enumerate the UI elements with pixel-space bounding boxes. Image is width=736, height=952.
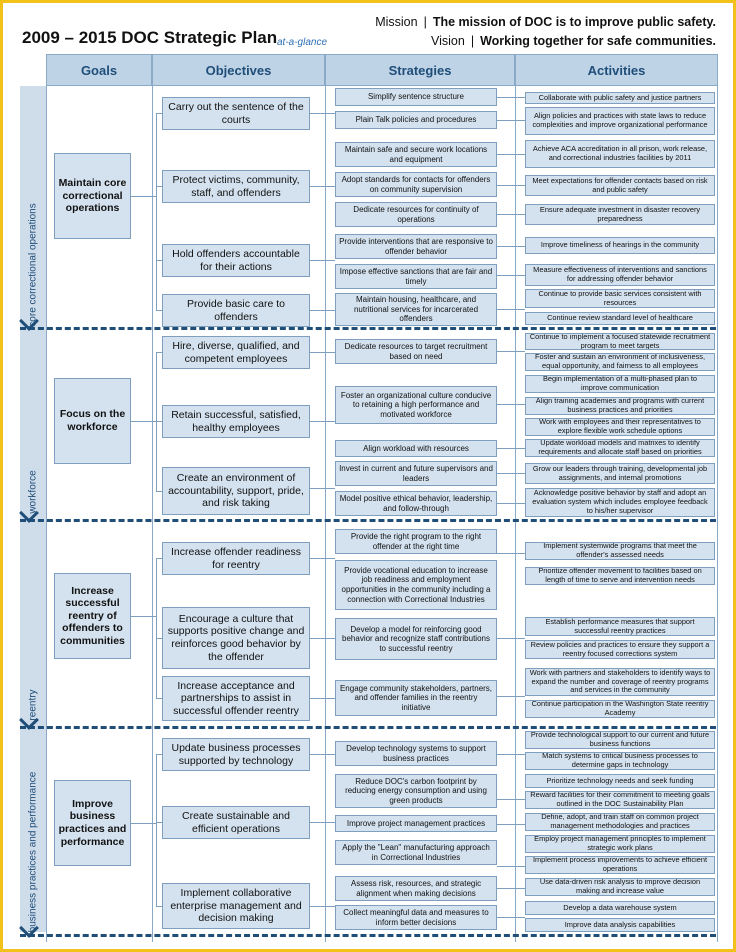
connector-line xyxy=(497,246,525,247)
strategy-item: Develop a model for reinforcing good behavior and recognize staff contributions to successful reentry xyxy=(335,618,497,660)
strategy-item: Reduce DOC's carbon footprint by reducing energy consumption and using green products xyxy=(335,774,497,808)
strategy-item: Align workload with resources xyxy=(335,440,497,457)
vision-label: Vision xyxy=(431,34,465,48)
activity-item: Continue to implement a focused statewide recruitment program to meet targets xyxy=(525,333,715,350)
connector-line xyxy=(497,404,525,405)
connector-line xyxy=(156,186,162,187)
connector-line xyxy=(156,698,162,699)
connector-line xyxy=(497,275,525,276)
objective-item: Protect victims, community, staff, and offenders xyxy=(162,170,310,203)
activity-item: Implement systemwide programs that meet the offender's assessed needs xyxy=(525,542,715,560)
strategy-item: Dedicate resources to target recruitment based on need xyxy=(335,339,497,364)
section-label-core-operations: core correctional operations xyxy=(27,203,39,327)
connector-line xyxy=(131,421,156,422)
connector-line xyxy=(497,553,525,554)
column-divider xyxy=(152,54,153,942)
activity-item: Continue to provide basic services consistent with resources xyxy=(525,289,715,308)
connector-line xyxy=(497,309,525,310)
activity-item: Work with partners and stakeholders to identify ways to expand the number and coverage of reentry programs and services in the community xyxy=(525,668,715,696)
strategy-item: Simplify sentence structure xyxy=(335,88,497,106)
page-subtitle: at-a-glance xyxy=(277,37,328,48)
strategy-item: Impose effective sanctions that are fair and timely xyxy=(335,264,497,289)
column-divider xyxy=(325,54,326,942)
connector-line xyxy=(156,113,157,310)
strategy-item: Maintain safe and secure work locations and equipment xyxy=(335,142,497,167)
activity-item: Prioritize offender movement to facilities based on length of time to serve and intervention needs xyxy=(525,567,715,585)
activity-item: Achieve ACA accreditation in all prison, work release, and correctional industries facilities by 2011 xyxy=(525,140,715,168)
mission-label: Mission xyxy=(375,15,418,29)
activity-item: Improve timeliness of hearings in the community xyxy=(525,237,715,254)
section-divider xyxy=(20,726,716,729)
connector-line xyxy=(310,421,335,422)
connector-line xyxy=(156,754,157,906)
connector-line xyxy=(310,698,335,699)
strategy-item: Provide vocational education to increase job readiness and employment opportunities in the community including a connection with Correctional Industries xyxy=(335,560,497,610)
strategy-item: Improve project management practices xyxy=(335,815,497,832)
strategy-item: Invest in current and future supervisors and leaders xyxy=(335,461,497,486)
activity-item: Continue participation in the Washington State reentry Academy xyxy=(525,700,715,718)
connector-line xyxy=(497,866,525,867)
activity-item: Work with employees and their representatives to explore flexible work schedule options xyxy=(525,418,715,436)
activity-item: Reward facilities for their commitment to meeting goals outlined in the DOC Sustainability Plan xyxy=(525,791,715,809)
activity-item: Meet expectations for offender contacts based on risk and public safety xyxy=(525,175,715,196)
activity-item: Develop a data warehouse system xyxy=(525,901,715,915)
connector-line xyxy=(156,558,157,698)
column-divider xyxy=(717,54,718,942)
objective-item: Hire, diverse, qualified, and competent employees xyxy=(162,336,310,369)
section-divider xyxy=(20,519,716,522)
activity-item: Acknowledge positive behavior by staff and adopt an evaluation system which includes employee feedback to his/her supervisor xyxy=(525,488,715,517)
objective-item: Retain successful, satisfied, healthy employees xyxy=(162,405,310,438)
connector-line xyxy=(497,351,525,352)
goal-improve-business-practices: Improve business practices and performance xyxy=(54,780,131,866)
objective-item: Create sustainable and efficient operations xyxy=(162,806,310,839)
connector-line xyxy=(156,310,162,311)
connector-line xyxy=(156,491,162,492)
activity-item: Define, adopt, and train staff on common project management methodologies and practices xyxy=(525,813,715,831)
vision-separator: | xyxy=(470,34,475,48)
connector-line xyxy=(310,754,335,755)
connector-line xyxy=(497,97,525,98)
strategy-item: Model positive ethical behavior, leadership, and follow-through xyxy=(335,491,497,516)
mission-text: The mission of DOC is to improve public safety. xyxy=(432,15,716,29)
activity-item: Align policies and practices with state laws to reduce complexities and improve organizational performance xyxy=(525,107,715,135)
goal-increase-reentry: Increase successful reentry of offenders to communities xyxy=(54,573,131,659)
connector-line xyxy=(497,888,525,889)
connector-line xyxy=(156,113,162,114)
mission-separator: | xyxy=(423,15,427,29)
strategy-item: Assess risk, resources, and strategic alignment when making decisions xyxy=(335,876,497,901)
column-header-objectives: Objectives xyxy=(152,54,325,86)
strategy-item: Provide interventions that are responsive to offender behavior xyxy=(335,234,497,259)
objective-item: Increase offender readiness for reentry xyxy=(162,542,310,575)
section-label-reentry: reentry xyxy=(27,689,39,721)
connector-line xyxy=(497,754,525,755)
connector-line xyxy=(310,310,335,311)
connector-line xyxy=(156,558,162,559)
connector-line xyxy=(310,822,335,823)
activity-item: Establish performance measures that support successful reentry practices xyxy=(525,617,715,636)
activity-item: Ensure adequate investment in disaster recovery preparedness xyxy=(525,204,715,225)
connector-line xyxy=(156,754,162,755)
column-header-strategies: Strategies xyxy=(325,54,515,86)
connector-line xyxy=(156,260,162,261)
vision-text: Working together for safe communities. xyxy=(480,34,716,48)
objective-item: Encourage a culture that supports positive change and reinforces good behavior by the offender xyxy=(162,607,310,669)
activity-item: Begin implementation of a multi-phased plan to improve communication xyxy=(525,375,715,393)
activity-item: Match systems to critical business processes to determine gaps in technology xyxy=(525,752,715,770)
connector-line xyxy=(497,214,525,215)
connector-line xyxy=(497,638,525,639)
connector-line xyxy=(497,799,525,800)
connector-line xyxy=(310,558,335,559)
activity-item: Update workload models and matrixes to identify requirements and allocate staff based on priorities xyxy=(525,439,715,457)
activity-item: Use data-driven risk analysis to improve decision making and increase value xyxy=(525,878,715,896)
activity-item: Align training academies and programs with current business practices and priorities xyxy=(525,397,715,415)
activity-item: Continue review standard level of healthcare xyxy=(525,312,715,325)
strategy-item: Plain Talk policies and procedures xyxy=(335,111,497,129)
strategy-item: Collect meaningful data and measures to inform better decisions xyxy=(335,905,497,930)
objective-item: Update business processes supported by technology xyxy=(162,738,310,771)
page-title: 2009 – 2015 DOC Strategic Plan xyxy=(22,28,278,47)
connector-line xyxy=(310,186,335,187)
activity-item: Collaborate with public safety and justice partners xyxy=(525,92,715,104)
strategy-item: Apply the "Lean" manufacturing approach in Correctional Industries xyxy=(335,840,497,865)
activity-item: Measure effectiveness of interventions and sanctions for addressing offender behavior xyxy=(525,264,715,286)
strategy-item: Foster an organizational culture conducive to retaining a high performance and motivated workforce xyxy=(335,386,497,424)
section-label-business-practices: business practices and performance xyxy=(27,771,39,933)
objective-item: Implement collaborative enterprise management and decision making xyxy=(162,883,310,929)
activity-item: Provide technological support to our current and future business functions xyxy=(525,731,715,749)
connector-line xyxy=(156,352,162,353)
goal-focus-workforce: Focus on the workforce xyxy=(54,378,131,464)
column-divider xyxy=(46,54,47,942)
objective-item: Create an environment of accountability, support, pride, and risk taking xyxy=(162,467,310,515)
objective-item: Hold offenders accountable for their actions xyxy=(162,244,310,277)
column-divider xyxy=(515,54,516,942)
connector-line xyxy=(497,503,525,504)
objective-item: Carry out the sentence of the courts xyxy=(162,97,310,130)
connector-line xyxy=(497,696,525,697)
strategy-item: Develop technology systems to support business practices xyxy=(335,741,497,766)
connector-line xyxy=(497,120,525,121)
activity-item: Improve data analysis capabilities xyxy=(525,918,715,932)
connector-line xyxy=(156,638,162,639)
connector-line xyxy=(497,185,525,186)
connector-line xyxy=(156,421,162,422)
strategy-item: Dedicate resources for continuity of operations xyxy=(335,202,497,227)
connector-line xyxy=(156,906,162,907)
activity-item: Foster and sustain an environment of inclusiveness, equal opportunity, and fairness to all employees xyxy=(525,353,715,371)
strategy-item: Adopt standards for contacts for offenders on community supervision xyxy=(335,172,497,197)
strategy-item: Provide the right program to the right offender at the right time xyxy=(335,529,497,554)
connector-line xyxy=(131,616,156,617)
connector-line xyxy=(310,113,335,114)
connector-line xyxy=(497,448,525,449)
section-label-workforce: workforce xyxy=(27,470,39,514)
goal-maintain-core-operations: Maintain core correctional operations xyxy=(54,153,131,239)
connector-line xyxy=(310,352,335,353)
activity-item: Implement process improvements to achieve efficient operations xyxy=(525,856,715,874)
connector-line xyxy=(310,488,335,489)
connector-line xyxy=(497,473,525,474)
activity-item: Employ project management principles to implement strategic work plans xyxy=(525,835,715,853)
connector-line xyxy=(156,822,162,823)
connector-line xyxy=(131,196,156,197)
activity-item: Grow our leaders through training, developmental job assignments, and internal promotions xyxy=(525,463,715,484)
connector-line xyxy=(310,260,335,261)
connector-line xyxy=(497,824,525,825)
strategy-item: Engage community stakeholders, partners, and offender families in the reentry initiative xyxy=(335,680,497,716)
column-header-goals: Goals xyxy=(46,54,152,86)
connector-line xyxy=(131,823,156,824)
connector-line xyxy=(497,154,525,155)
section-divider xyxy=(20,327,716,330)
mission-statement xyxy=(375,15,716,29)
objective-item: Increase acceptance and partnerships to assist in successful offender reentry xyxy=(162,676,310,721)
section-divider xyxy=(20,934,716,937)
strategy-item: Maintain housing, healthcare, and nutritional services for incarcerated offenders xyxy=(335,293,497,326)
connector-line xyxy=(497,917,525,918)
vision-statement xyxy=(431,34,716,48)
activity-item: Prioritize technology needs and seek funding xyxy=(525,774,715,788)
objective-item: Provide basic care to offenders xyxy=(162,294,310,327)
connector-line xyxy=(310,638,335,639)
column-header-activities: Activities xyxy=(515,54,718,86)
connector-line xyxy=(310,906,335,907)
activity-item: Review policies and practices to ensure they support a reentry focused corrections system xyxy=(525,640,715,659)
